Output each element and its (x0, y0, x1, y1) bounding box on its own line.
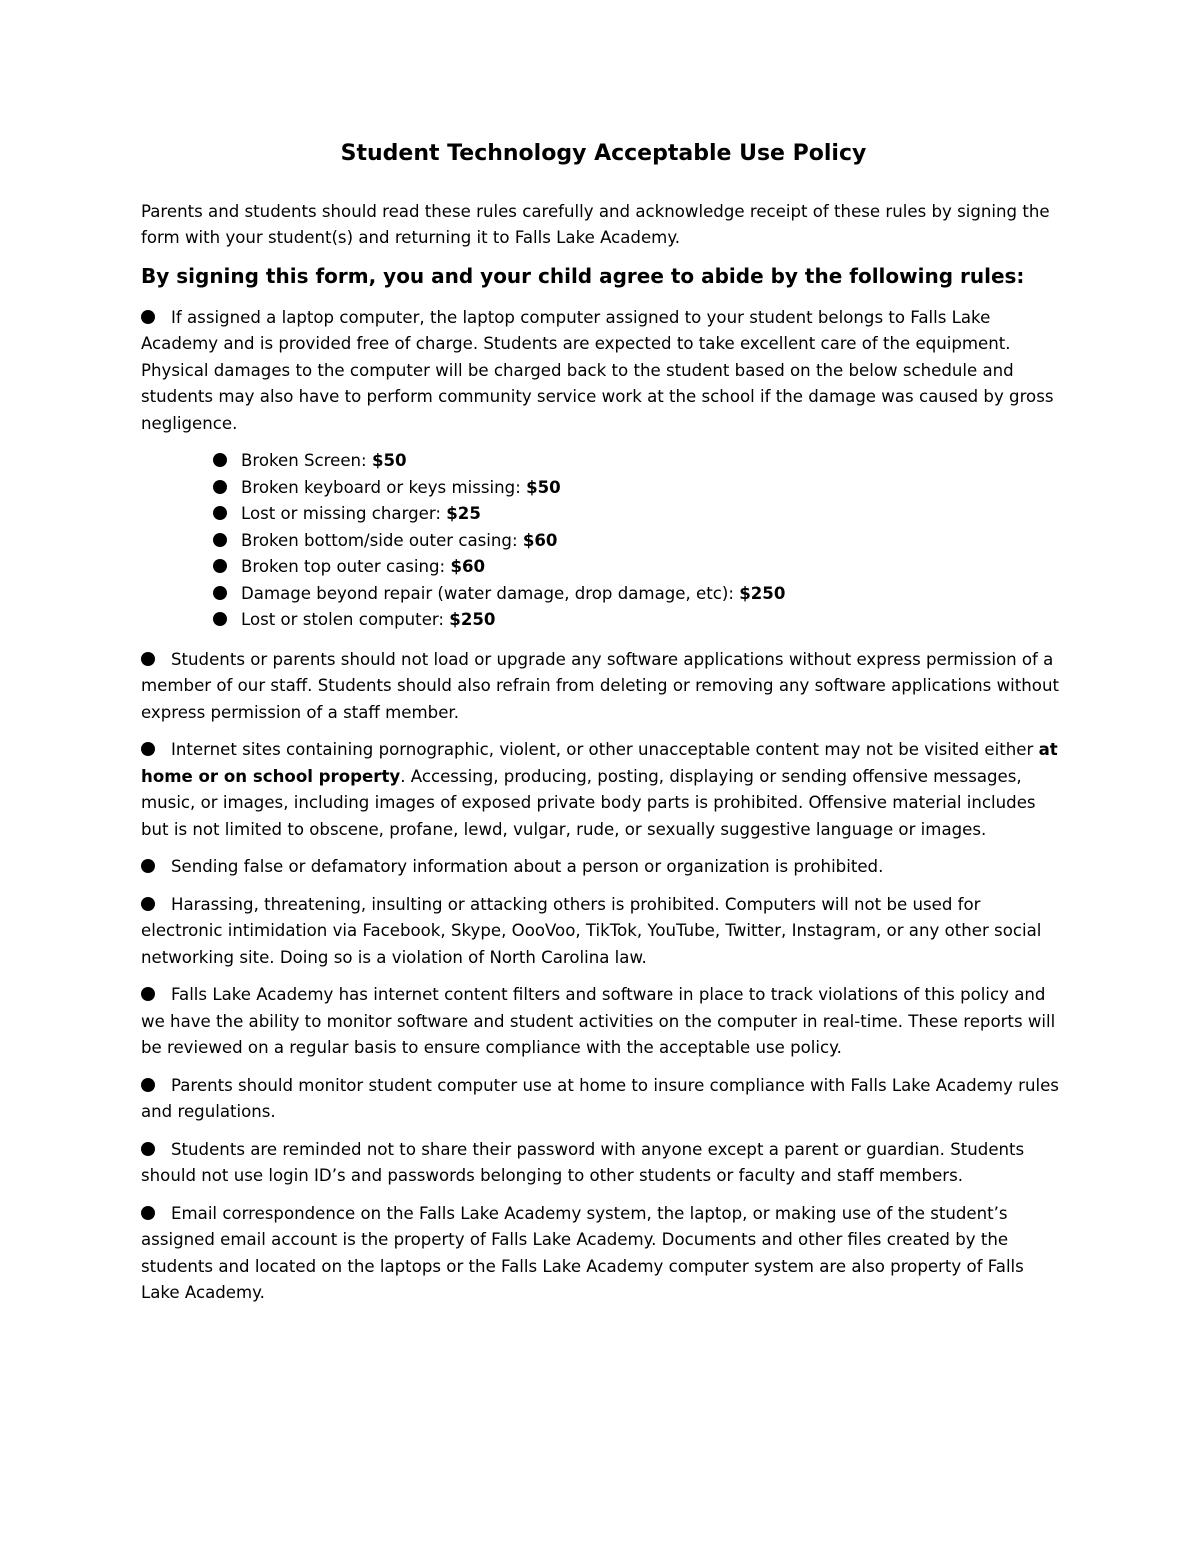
rule-harassment (141, 892, 1066, 972)
rule-parent-monitoring (141, 1073, 1066, 1126)
bullet-icon (141, 652, 155, 666)
rule-laptop-ownership (141, 305, 1066, 438)
fee-item (213, 528, 1066, 555)
rule-text: Parents should monitor student computer use at home to insure compliance with Falls Lake Academy rules and regulations. (141, 1075, 1059, 1122)
rule-text: Students or parents should not load or upgrade any software applications without express permission of a member of our staff. Students should also refrain from deleting or removing any software applications without express permission of a staff member. (141, 649, 1059, 722)
fee-amount: $250 (449, 610, 496, 630)
fee-item (213, 581, 1066, 608)
fee-amount: $250 (739, 583, 786, 603)
fee-amount: $50 (371, 451, 407, 471)
rule-text-before: Internet sites containing pornographic, violent, or other unacceptable content may not be visited either (171, 740, 1039, 760)
bullet-icon (141, 742, 155, 756)
fee-label: Broken top outer casing: (241, 557, 451, 577)
bullet-icon (213, 559, 227, 573)
fee-label: Broken bottom/side outer casing: (241, 530, 523, 550)
rule-emphasis: at home or on school property (141, 740, 1058, 786)
bullet-icon (141, 897, 155, 911)
agreement-heading: By signing this form, you and your child agree to abide by the following rules: (141, 263, 1025, 288)
bullet-icon (141, 310, 155, 324)
fee-item (213, 554, 1066, 581)
rule-internet-content (141, 737, 1066, 843)
bullet-icon (213, 533, 227, 547)
rule-passwords (141, 1137, 1066, 1190)
fee-amount: $60 (450, 557, 486, 577)
rule-text: Students are reminded not to share their password with anyone except a parent or guardian. Students should not use login ID’s and passwords belonging to other students or faculty and staff members. (141, 1139, 1025, 1186)
bullet-icon (141, 1142, 155, 1156)
fee-label: Lost or stolen computer: (241, 610, 450, 630)
fee-item (213, 448, 1066, 475)
document-title: Student Technology Acceptable Use Policy (340, 141, 867, 166)
bullet-icon (213, 612, 227, 626)
fee-item (213, 607, 1066, 634)
rule-defamation (141, 854, 1066, 881)
bullet-icon (213, 506, 227, 520)
bullet-icon (141, 1078, 155, 1092)
bullet-icon (213, 586, 227, 600)
fee-amount: $50 (526, 477, 561, 497)
policy-document (141, 140, 1066, 1318)
fee-label: Lost or missing charger: (241, 504, 447, 524)
bullet-icon (141, 859, 155, 873)
bullet-icon (141, 987, 155, 1001)
rule-text-after: . Accessing, producing, posting, displaying or sending offensive messages, music, or images, including images of exposed private body parts is prohibited. Offensive material includes but is not limited to obscene, profane, lewd, vulgar, rude, or sexually suggestive language or images. (141, 766, 1036, 839)
rule-text: If assigned a laptop computer, the laptop computer assigned to your student belongs to Falls Lake Academy and is provided free of charge. Students are expected to take excellent care of the equipment. Physical damages to the computer will be charged back to the student based on the below schedule and students may also have to perform community service work at the school if the damage was caused by gross negligence. (141, 307, 1054, 433)
rule-email-property (141, 1201, 1066, 1307)
fee-label: Broken keyboard or keys missing: (241, 477, 527, 497)
rule-text: Harassing, threatening, insulting or attacking others is prohibited. Computers will not be used for electronic intimidation via Facebook, Skype, OooVoo, TikTok, YouTube, Twitter, Instagram, or any other social networking site. Doing so is a violation of North Carolina law. (141, 894, 1042, 967)
fee-item (213, 501, 1066, 528)
fee-amount: $25 (446, 504, 481, 524)
rule-software (141, 647, 1066, 727)
rule-text: Falls Lake Academy has internet content filters and software in place to track violations of this policy and we have the ability to monitor software and student activities on the computer in real-time. These reports will be reviewed on a regular basis to ensure compliance with the acceptable use policy. (141, 985, 1056, 1058)
intro-paragraph: Parents and students should read these rules carefully and acknowledge receipt of these rules by signing the form with your student(s) and returning it to Falls Lake Academy. (141, 201, 1050, 247)
fee-item (213, 475, 1066, 502)
bullet-icon (141, 1206, 155, 1220)
bullet-icon (213, 453, 227, 467)
fee-label: Broken Screen: (241, 451, 372, 471)
rule-text: Sending false or defamatory information about a person or organization is prohibited. (171, 857, 884, 877)
fee-label: Damage beyond repair (water damage, drop damage, etc): (241, 583, 740, 603)
rule-text: Email correspondence on the Falls Lake Academy system, the laptop, or making use of the student’s assigned email account is the property of Falls Lake Academy. Documents and other files created by the students and located on the laptops or the Falls Lake Academy computer system are also property of Falls Lake Academy. (141, 1203, 1024, 1303)
fee-amount: $60 (522, 530, 558, 550)
rule-monitoring (141, 982, 1066, 1062)
damage-fee-list (141, 448, 1066, 634)
bullet-icon (213, 480, 227, 494)
